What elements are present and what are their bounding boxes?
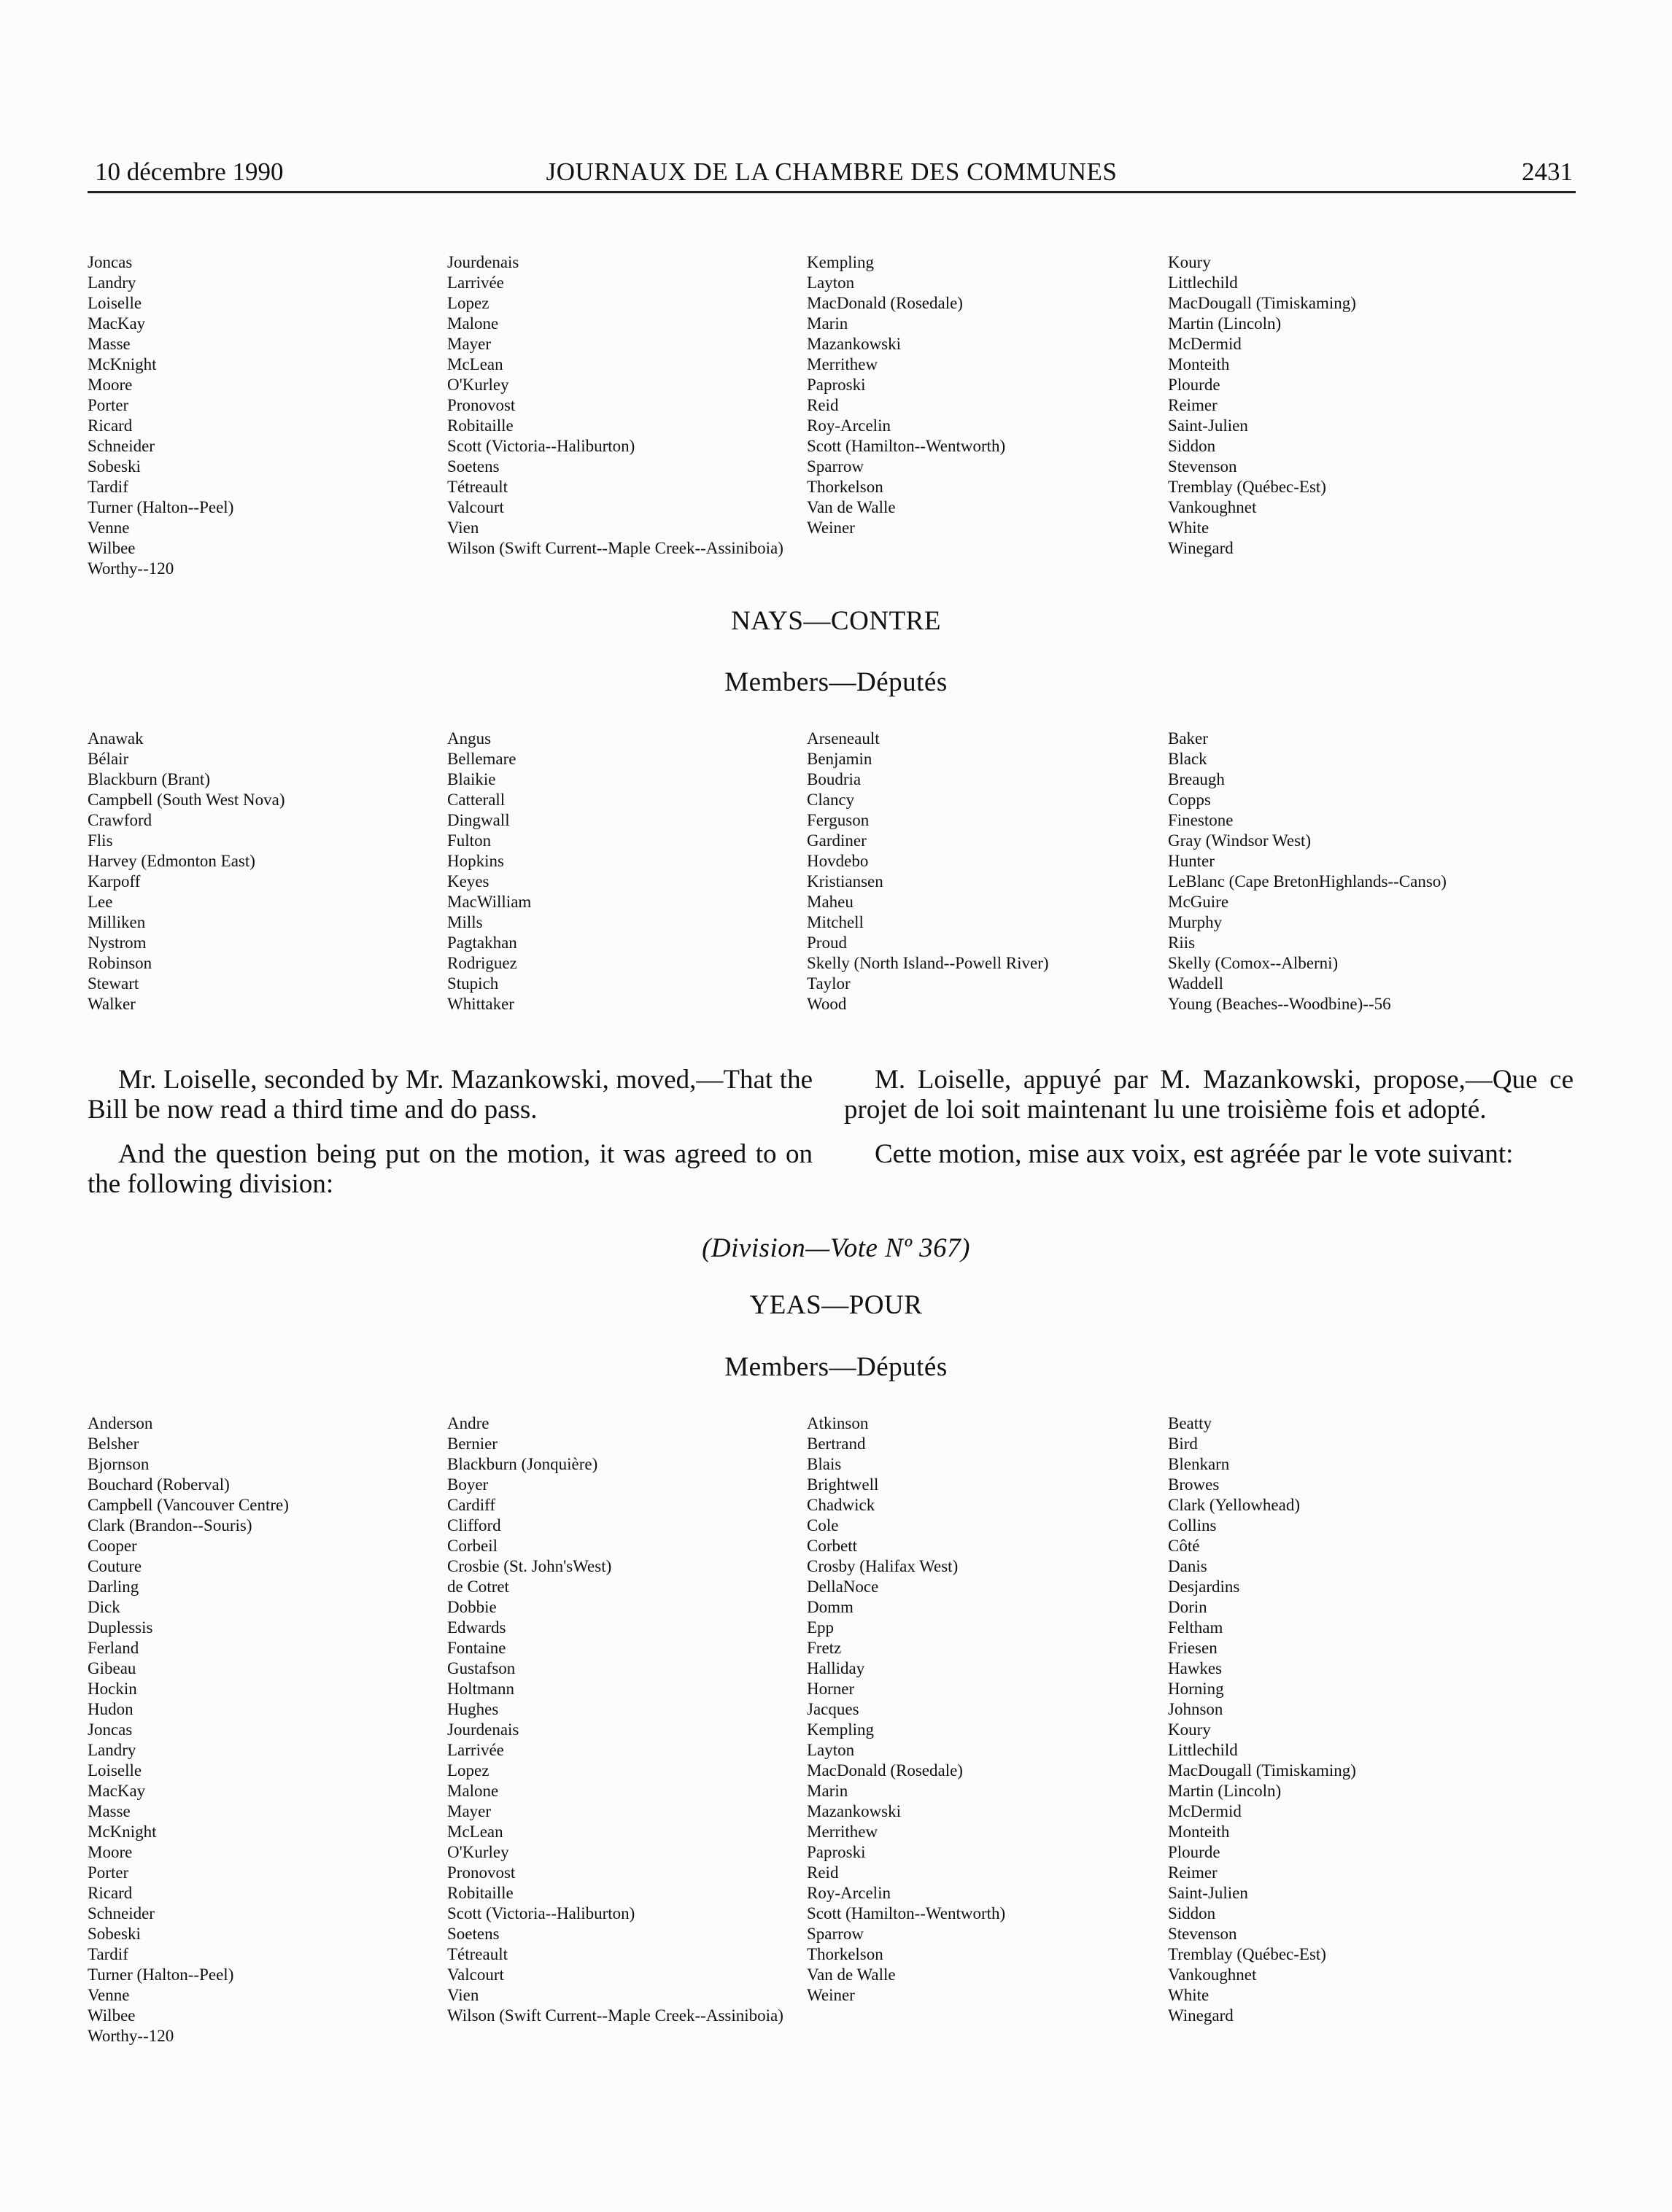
nays-subheading: Members—Députés bbox=[724, 667, 948, 697]
member-name: Malone bbox=[447, 1782, 499, 1800]
member-name: Duplessis bbox=[88, 1618, 153, 1637]
member-name: Hawkes bbox=[1168, 1659, 1223, 1677]
member-name: Winegard bbox=[1168, 539, 1234, 557]
member-name: McKnight bbox=[88, 355, 157, 373]
member-name: Lopez bbox=[447, 294, 489, 312]
member-name: White bbox=[1168, 1986, 1210, 2004]
member-name: Baker bbox=[1168, 729, 1208, 748]
division-intro-fr: Cette motion, mise aux voix, est agréée par le vote suivant: bbox=[875, 1139, 1514, 1169]
member-name: McDermid bbox=[1168, 335, 1242, 353]
division-intro-en: And the question being put on the motion, it was agreed to on the following division: bbox=[88, 1139, 813, 1199]
member-name: Gray (Windsor West) bbox=[1168, 831, 1312, 850]
member-column bbox=[447, 1413, 827, 2026]
member-name: McKnight bbox=[88, 1823, 157, 1841]
member-name: Littlechild bbox=[1168, 273, 1238, 292]
motion-text-en: Mr. Loiselle, seconded by Mr. Mazankowski, moved,—That the Bill be now read a third time and do pass. bbox=[88, 1065, 813, 1125]
member-column bbox=[1168, 729, 1547, 1014]
member-name: Schneider bbox=[88, 437, 155, 455]
member-name: MacDougall (Timiskaming) bbox=[1168, 1761, 1356, 1780]
member-name: Weiner bbox=[807, 519, 855, 537]
member-name: Horning bbox=[1168, 1680, 1224, 1698]
member-name: Taylor bbox=[807, 974, 851, 993]
member-name: Soetens bbox=[447, 457, 500, 476]
member-name: Robitaille bbox=[447, 416, 514, 435]
member-name: Weiner bbox=[807, 1986, 855, 2004]
member-name: Koury bbox=[1168, 1720, 1211, 1739]
member-name: Fretz bbox=[807, 1639, 842, 1657]
member-name: Ricard bbox=[88, 1884, 133, 1902]
member-name: Milliken bbox=[88, 913, 146, 931]
member-name: Nystrom bbox=[88, 934, 147, 952]
member-name: Walker bbox=[88, 995, 136, 1013]
member-name: Andre bbox=[447, 1414, 489, 1432]
member-name: Darling bbox=[88, 1577, 139, 1596]
member-name: Maheu bbox=[807, 893, 854, 911]
member-name: Marin bbox=[807, 1782, 848, 1800]
member-name: Atkinson bbox=[807, 1414, 869, 1432]
member-name: Danis bbox=[1168, 1557, 1207, 1575]
member-name: Tétreault bbox=[447, 1945, 508, 1963]
member-name: Plourde bbox=[1168, 1843, 1220, 1861]
member-name: Malone bbox=[447, 314, 499, 333]
member-name: Robitaille bbox=[447, 1884, 514, 1902]
member-name: Friesen bbox=[1168, 1639, 1218, 1657]
member-name: Blenkarn bbox=[1168, 1455, 1230, 1473]
member-name: Tardif bbox=[88, 1945, 128, 1963]
member-name: Johnson bbox=[1168, 1700, 1223, 1718]
member-name: Landry bbox=[88, 273, 136, 292]
member-name: Reid bbox=[807, 396, 839, 414]
member-name: Kristiansen bbox=[807, 872, 883, 890]
member-name: Cardiff bbox=[447, 1496, 496, 1514]
member-name: Bouchard (Roberval) bbox=[88, 1475, 230, 1494]
member-name: Copps bbox=[1168, 791, 1211, 809]
member-name: Couture bbox=[88, 1557, 142, 1575]
member-name: Blais bbox=[807, 1455, 842, 1473]
member-name: Landry bbox=[88, 1741, 136, 1759]
member-name: Cooper bbox=[88, 1537, 137, 1555]
member-name: McGuire bbox=[1168, 893, 1229, 911]
member-name: Collins bbox=[1168, 1516, 1217, 1534]
member-name: Pagtakhan bbox=[447, 934, 517, 952]
member-name: Layton bbox=[807, 273, 855, 292]
nays-heading: NAYS—CONTRE bbox=[731, 606, 941, 636]
member-name: Winegard bbox=[1168, 2006, 1234, 2025]
member-name: Cole bbox=[807, 1516, 839, 1534]
member-name: Catterall bbox=[447, 791, 506, 809]
member-name: Scott (Hamilton--Wentworth) bbox=[807, 1904, 1006, 1922]
header-journal-title: JOURNAUX DE LA CHAMBRE DES COMMUNES bbox=[546, 158, 1118, 186]
member-name: Horner bbox=[807, 1680, 855, 1698]
member-name: Anawak bbox=[88, 729, 144, 748]
member-name: Holtmann bbox=[447, 1680, 514, 1698]
header-date: 10 décembre 1990 bbox=[95, 158, 284, 186]
member-name: Plourde bbox=[1168, 376, 1220, 394]
member-name: Marin bbox=[807, 314, 848, 333]
member-name: Larrivée bbox=[447, 273, 504, 292]
member-name: Harvey (Edmonton East) bbox=[88, 852, 255, 870]
member-name: Stupich bbox=[447, 974, 499, 993]
member-name: Skelly (Comox--Alberni) bbox=[1168, 954, 1339, 972]
member-name: Siddon bbox=[1168, 1904, 1216, 1922]
member-name: Valcourt bbox=[447, 1965, 504, 1984]
member-name: Lopez bbox=[447, 1761, 489, 1780]
member-name: Ferland bbox=[88, 1639, 139, 1657]
member-name: Dingwall bbox=[447, 811, 510, 829]
member-name: Kempling bbox=[807, 253, 874, 271]
member-name: Porter bbox=[88, 1863, 129, 1882]
member-name: Hockin bbox=[88, 1680, 137, 1698]
member-name: Breaugh bbox=[1168, 770, 1225, 788]
member-name: Dick bbox=[88, 1598, 120, 1616]
member-column bbox=[447, 729, 827, 1014]
member-name: Blackburn (Brant) bbox=[88, 770, 210, 788]
member-name: Reimer bbox=[1168, 1863, 1218, 1882]
member-name: DellaNoce bbox=[807, 1577, 879, 1596]
member-name: Martin (Lincoln) bbox=[1168, 1782, 1282, 1800]
member-name: Arseneault bbox=[807, 729, 880, 748]
member-name: MacKay bbox=[88, 1782, 146, 1800]
member-name: McDermid bbox=[1168, 1802, 1242, 1820]
member-name: Lee bbox=[88, 893, 113, 911]
member-name: Clark (Yellowhead) bbox=[1168, 1496, 1300, 1514]
member-name: Bélair bbox=[88, 750, 129, 768]
member-name: Stevenson bbox=[1168, 1925, 1237, 1943]
member-name: Keyes bbox=[447, 872, 489, 890]
member-name: Sparrow bbox=[807, 457, 864, 476]
member-name: Porter bbox=[88, 396, 129, 414]
member-name: Whittaker bbox=[447, 995, 514, 1013]
motion-text-fr: M. Loiselle, appuyé par M. Mazankowski, propose,—Que ce projet de loi soit maintenant lu une troisième fois et adopté. bbox=[844, 1065, 1574, 1125]
member-name: LeBlanc (Cape BretonHighlands--Canso) bbox=[1168, 872, 1447, 890]
member-name: O'Kurley bbox=[447, 1843, 509, 1861]
member-name: Venne bbox=[88, 1986, 130, 2004]
member-name: Domm bbox=[807, 1598, 854, 1616]
member-name: Hughes bbox=[447, 1700, 499, 1718]
member-name: MacKay bbox=[88, 314, 146, 333]
member-name: Scott (Victoria--Haliburton) bbox=[447, 437, 635, 455]
member-name: Dobbie bbox=[447, 1598, 497, 1616]
member-name: Layton bbox=[807, 1741, 855, 1759]
member-name: Stevenson bbox=[1168, 457, 1237, 476]
member-name: Blaikie bbox=[447, 770, 496, 788]
member-name: Koury bbox=[1168, 253, 1211, 271]
member-name: Merrithew bbox=[807, 355, 878, 373]
member-name: Campbell (South West Nova) bbox=[88, 791, 285, 809]
member-name: Worthy--120 bbox=[88, 559, 174, 578]
member-name: Siddon bbox=[1168, 437, 1216, 455]
division-label: (Division—Vote Nº 367) bbox=[702, 1233, 970, 1263]
member-name: Corbett bbox=[807, 1537, 857, 1555]
member-name: Mazankowski bbox=[807, 1802, 902, 1820]
member-name: Proud bbox=[807, 934, 847, 952]
member-name: Murphy bbox=[1168, 913, 1223, 931]
member-name: Blackburn (Jonquière) bbox=[447, 1455, 598, 1473]
member-name: Moore bbox=[88, 376, 133, 394]
member-name: Edwards bbox=[447, 1618, 506, 1637]
member-name: Scott (Victoria--Haliburton) bbox=[447, 1904, 635, 1922]
member-name: Dorin bbox=[1168, 1598, 1207, 1616]
member-name: Vien bbox=[447, 519, 479, 537]
member-name: Tremblay (Québec-Est) bbox=[1168, 1945, 1326, 1963]
member-name: Flis bbox=[88, 831, 113, 850]
member-name: Wood bbox=[807, 995, 847, 1013]
member-name: Bernier bbox=[447, 1435, 498, 1453]
member-name: Tardif bbox=[88, 478, 128, 496]
member-name: Loiselle bbox=[88, 294, 142, 312]
member-name: Mitchell bbox=[807, 913, 864, 931]
member-name: Young (Beaches--Woodbine)--56 bbox=[1168, 995, 1391, 1013]
member-name: Browes bbox=[1168, 1475, 1220, 1494]
member-name: Masse bbox=[88, 335, 131, 353]
member-name: Turner (Halton--Peel) bbox=[88, 498, 234, 516]
member-column bbox=[807, 1413, 1186, 2006]
member-name: MacDonald (Rosedale) bbox=[807, 294, 963, 312]
member-name: Gustafson bbox=[447, 1659, 516, 1677]
member-name: Beatty bbox=[1168, 1414, 1212, 1432]
member-name: Van de Walle bbox=[807, 1965, 896, 1984]
member-name: Chadwick bbox=[807, 1496, 875, 1514]
member-name: Saint-Julien bbox=[1168, 1884, 1248, 1902]
member-name: Crosby (Halifax West) bbox=[807, 1557, 959, 1575]
member-name: Wilbee bbox=[88, 539, 136, 557]
member-column bbox=[807, 252, 1186, 538]
member-name: Boudria bbox=[807, 770, 862, 788]
member-name: Turner (Halton--Peel) bbox=[88, 1965, 234, 1984]
member-name: Bjornson bbox=[88, 1455, 150, 1473]
member-name: MacDonald (Rosedale) bbox=[807, 1761, 963, 1780]
member-name: Sparrow bbox=[807, 1925, 864, 1943]
member-name: Joncas bbox=[88, 1720, 133, 1739]
member-name: Epp bbox=[807, 1618, 835, 1637]
member-name: Mayer bbox=[447, 335, 492, 353]
member-name: Côté bbox=[1168, 1537, 1200, 1555]
member-name: Fontaine bbox=[447, 1639, 506, 1657]
member-column bbox=[1168, 252, 1547, 559]
member-name: Venne bbox=[88, 519, 130, 537]
member-name: Halliday bbox=[807, 1659, 865, 1677]
member-column bbox=[88, 729, 467, 1014]
member-name: Pronovost bbox=[447, 1863, 516, 1882]
member-name: Worthy--120 bbox=[88, 2027, 174, 2045]
member-name: Vien bbox=[447, 1986, 479, 2004]
member-name: MacDougall (Timiskaming) bbox=[1168, 294, 1356, 312]
member-name: Wilbee bbox=[88, 2006, 136, 2025]
member-name: Desjardins bbox=[1168, 1577, 1240, 1596]
member-name: McLean bbox=[447, 1823, 503, 1841]
member-name: O'Kurley bbox=[447, 376, 509, 394]
member-name: Clancy bbox=[807, 791, 855, 809]
member-name: McLean bbox=[447, 355, 503, 373]
member-name: Finestone bbox=[1168, 811, 1234, 829]
member-name: Fulton bbox=[447, 831, 492, 850]
member-name: Stewart bbox=[88, 974, 139, 993]
member-name: Gibeau bbox=[88, 1659, 136, 1677]
member-name: Loiselle bbox=[88, 1761, 142, 1780]
member-name: Jourdenais bbox=[447, 1720, 519, 1739]
member-name: Hopkins bbox=[447, 852, 504, 870]
member-name: Paproski bbox=[807, 1843, 866, 1861]
member-name: Mayer bbox=[447, 1802, 492, 1820]
member-name: Gardiner bbox=[807, 831, 867, 850]
member-name: Hudon bbox=[88, 1700, 133, 1718]
member-name: Thorkelson bbox=[807, 1945, 883, 1963]
member-name: Bellemare bbox=[447, 750, 516, 768]
member-name: Saint-Julien bbox=[1168, 416, 1248, 435]
member-name: Schneider bbox=[88, 1904, 155, 1922]
member-name: Roy-Arcelin bbox=[807, 1884, 891, 1902]
member-name: Sobeski bbox=[88, 1925, 141, 1943]
member-name: Mazankowski bbox=[807, 335, 902, 353]
member-name: Hunter bbox=[1168, 852, 1215, 870]
member-name: Corbeil bbox=[447, 1537, 498, 1555]
member-name: Rodriguez bbox=[447, 954, 517, 972]
member-name: Jacques bbox=[807, 1700, 859, 1718]
member-name: Mills bbox=[447, 913, 483, 931]
member-name: Clark (Brandon--Souris) bbox=[88, 1516, 252, 1534]
member-name: Valcourt bbox=[447, 498, 504, 516]
member-name: Paproski bbox=[807, 376, 866, 394]
member-column bbox=[1168, 1413, 1547, 2026]
member-name: Scott (Hamilton--Wentworth) bbox=[807, 437, 1006, 455]
member-name: Merrithew bbox=[807, 1823, 878, 1841]
member-name: Vankoughnet bbox=[1168, 498, 1257, 516]
member-column bbox=[807, 729, 1186, 1014]
member-name: Tétreault bbox=[447, 478, 508, 496]
member-name: Wilson (Swift Current--Maple Creek--Assiniboia) bbox=[447, 539, 783, 557]
member-name: Kempling bbox=[807, 1720, 874, 1739]
member-name: Sobeski bbox=[88, 457, 141, 476]
member-name: Thorkelson bbox=[807, 478, 883, 496]
member-name: Anderson bbox=[88, 1414, 153, 1432]
member-column bbox=[88, 1413, 467, 2046]
yeas-subheading: Members—Députés bbox=[724, 1352, 948, 1382]
member-name: Hovdebo bbox=[807, 852, 869, 870]
member-name: Ricard bbox=[88, 416, 133, 435]
member-name: Jourdenais bbox=[447, 253, 519, 271]
member-name: Black bbox=[1168, 750, 1207, 768]
member-name: Roy-Arcelin bbox=[807, 416, 891, 435]
member-name: Martin (Lincoln) bbox=[1168, 314, 1282, 333]
member-name: Wilson (Swift Current--Maple Creek--Assiniboia) bbox=[447, 2006, 783, 2025]
member-name: Tremblay (Québec-Est) bbox=[1168, 478, 1326, 496]
member-name: Clifford bbox=[447, 1516, 501, 1534]
member-column bbox=[88, 252, 467, 579]
member-name: Ferguson bbox=[807, 811, 870, 829]
member-name: de Cotret bbox=[447, 1577, 509, 1596]
member-name: Karpoff bbox=[88, 872, 141, 890]
member-name: Crawford bbox=[88, 811, 152, 829]
member-name: Monteith bbox=[1168, 1823, 1230, 1841]
member-name: Campbell (Vancouver Centre) bbox=[88, 1496, 289, 1514]
member-name: Angus bbox=[447, 729, 492, 748]
member-name: Joncas bbox=[88, 253, 133, 271]
member-name: Brightwell bbox=[807, 1475, 879, 1494]
member-name: Skelly (North Island--Powell River) bbox=[807, 954, 1049, 972]
member-name: Benjamin bbox=[807, 750, 872, 768]
member-name: Soetens bbox=[447, 1925, 500, 1943]
member-name: Monteith bbox=[1168, 355, 1230, 373]
member-name: Belsher bbox=[88, 1435, 139, 1453]
member-name: Reimer bbox=[1168, 396, 1218, 414]
member-name: Bird bbox=[1168, 1435, 1198, 1453]
member-name: Boyer bbox=[447, 1475, 489, 1494]
member-name: Pronovost bbox=[447, 396, 516, 414]
member-name: Littlechild bbox=[1168, 1741, 1238, 1759]
member-name: Bertrand bbox=[807, 1435, 866, 1453]
member-name: Van de Walle bbox=[807, 498, 896, 516]
header-page-number: 2431 bbox=[1522, 158, 1573, 186]
yeas-heading: YEAS—POUR bbox=[749, 1290, 923, 1320]
member-name: MacWilliam bbox=[447, 893, 532, 911]
member-name: Reid bbox=[807, 1863, 839, 1882]
member-name: Masse bbox=[88, 1802, 131, 1820]
member-name: Waddell bbox=[1168, 974, 1224, 993]
member-name: Robinson bbox=[88, 954, 152, 972]
member-name: Vankoughnet bbox=[1168, 1965, 1257, 1984]
page-header bbox=[88, 155, 1576, 193]
member-name: Feltham bbox=[1168, 1618, 1223, 1637]
member-name: Riis bbox=[1168, 934, 1196, 952]
member-name: Moore bbox=[88, 1843, 133, 1861]
member-name: White bbox=[1168, 519, 1210, 537]
member-name: Larrivée bbox=[447, 1741, 504, 1759]
member-name: Crosbie (St. John'sWest) bbox=[447, 1557, 612, 1575]
member-column bbox=[447, 252, 827, 559]
